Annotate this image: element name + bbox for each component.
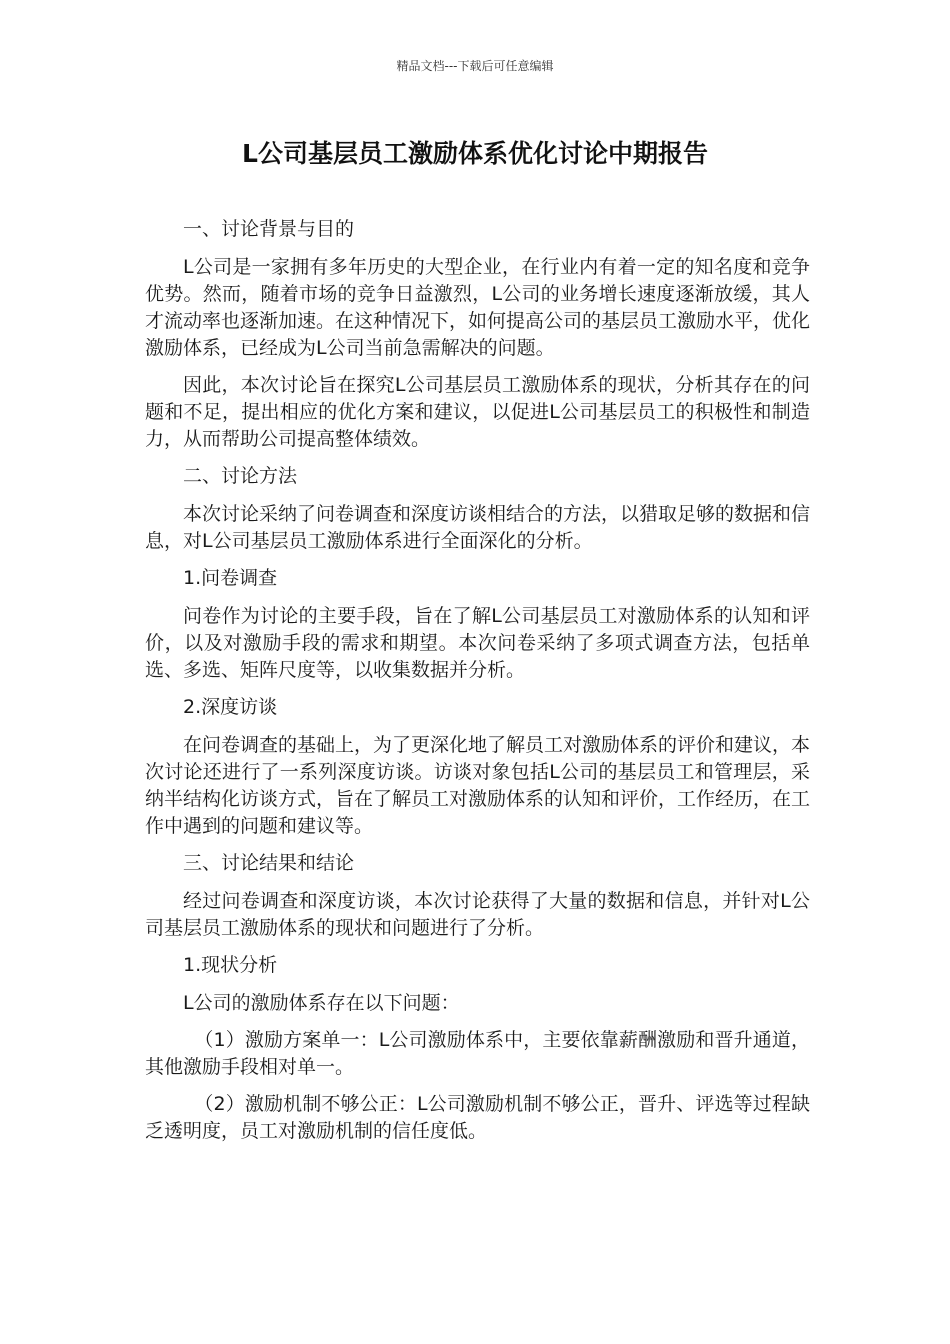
subheading-current-status: 1.现状分析 <box>183 954 278 976</box>
paragraph-background-1: L公司是一家拥有多年历史的大型企业，在行业内有着一定的知名度和竞争优势。然而，随着市场的竞争日益激烈，L公司的业务增长速度逐渐放缓，其人才流动率也逐渐加速。在这种情况下，如何提高公司的基层员工激励水平，优化激励体系，已经成为L公司当前急需解决的问题。 <box>145 256 811 359</box>
paragraph-results: 经过问卷调查和深度访谈，本次讨论获得了大量的数据和信息，并针对L公司基层员工激励体系的现状和问题进行了分析。 <box>145 890 810 939</box>
subheading-questionnaire: 1.问卷调查 <box>183 567 278 589</box>
section-heading-background: 一、讨论背景与目的 <box>183 218 355 240</box>
list-item-problem-1: （1）激励方案单一：L公司激励体系中，主要依靠薪酬激励和晋升通道，其他激励手段相对单一。 <box>145 1029 810 1078</box>
section-heading-method: 二、讨论方法 <box>183 465 298 487</box>
list-item-problem-2: （2）激励机制不够公正：L公司激励机制不够公正，晋升、评选等过程缺乏透明度，员工对激励机制的信任度低。 <box>145 1093 810 1142</box>
paragraph-questionnaire: 问卷作为讨论的主要手段，旨在了解L公司基层员工对激励体系的认知和评价，以及对激励手段的需求和期望。本次问卷采纳了多项式调查方法，包括单选、多选、矩阵尺度等，以收集数据并分析。 <box>145 605 810 681</box>
paragraph-background-2: 因此，本次讨论旨在探究L公司基层员工激励体系的现状，分析其存在的问题和不足，提出相应的优化方案和建议，以促进L公司基层员工的积极性和制造力，从而帮助公司提高整体绩效。 <box>145 374 810 450</box>
paragraph-problems-intro: L公司的激励体系存在以下问题： <box>183 992 460 1014</box>
document-body <box>145 216 810 1155</box>
document-title: L公司基层员工激励体系优化讨论中期报告 <box>242 139 708 168</box>
paragraph-method: 本次讨论采纳了问卷调查和深度访谈相结合的方法，以猎取足够的数据和信息，对L公司基层员工激励体系进行全面深化的分析。 <box>145 503 811 552</box>
paragraph-interview: 在问卷调查的基础上，为了更深化地了解员工对激励体系的评价和建议，本次讨论还进行了一系列深度访谈。访谈对象包括L公司的基层员工和管理层，采纳半结构化访谈方式，旨在了解员工对激励体系的认知和评价，工作经历，在工作中遇到的问题和建议等。 <box>145 734 811 837</box>
section-heading-results: 三、讨论结果和结论 <box>183 852 355 874</box>
subheading-interview: 2.深度访谈 <box>183 696 278 718</box>
header-note: 精品文档---下载后可任意编辑 <box>396 59 554 73</box>
